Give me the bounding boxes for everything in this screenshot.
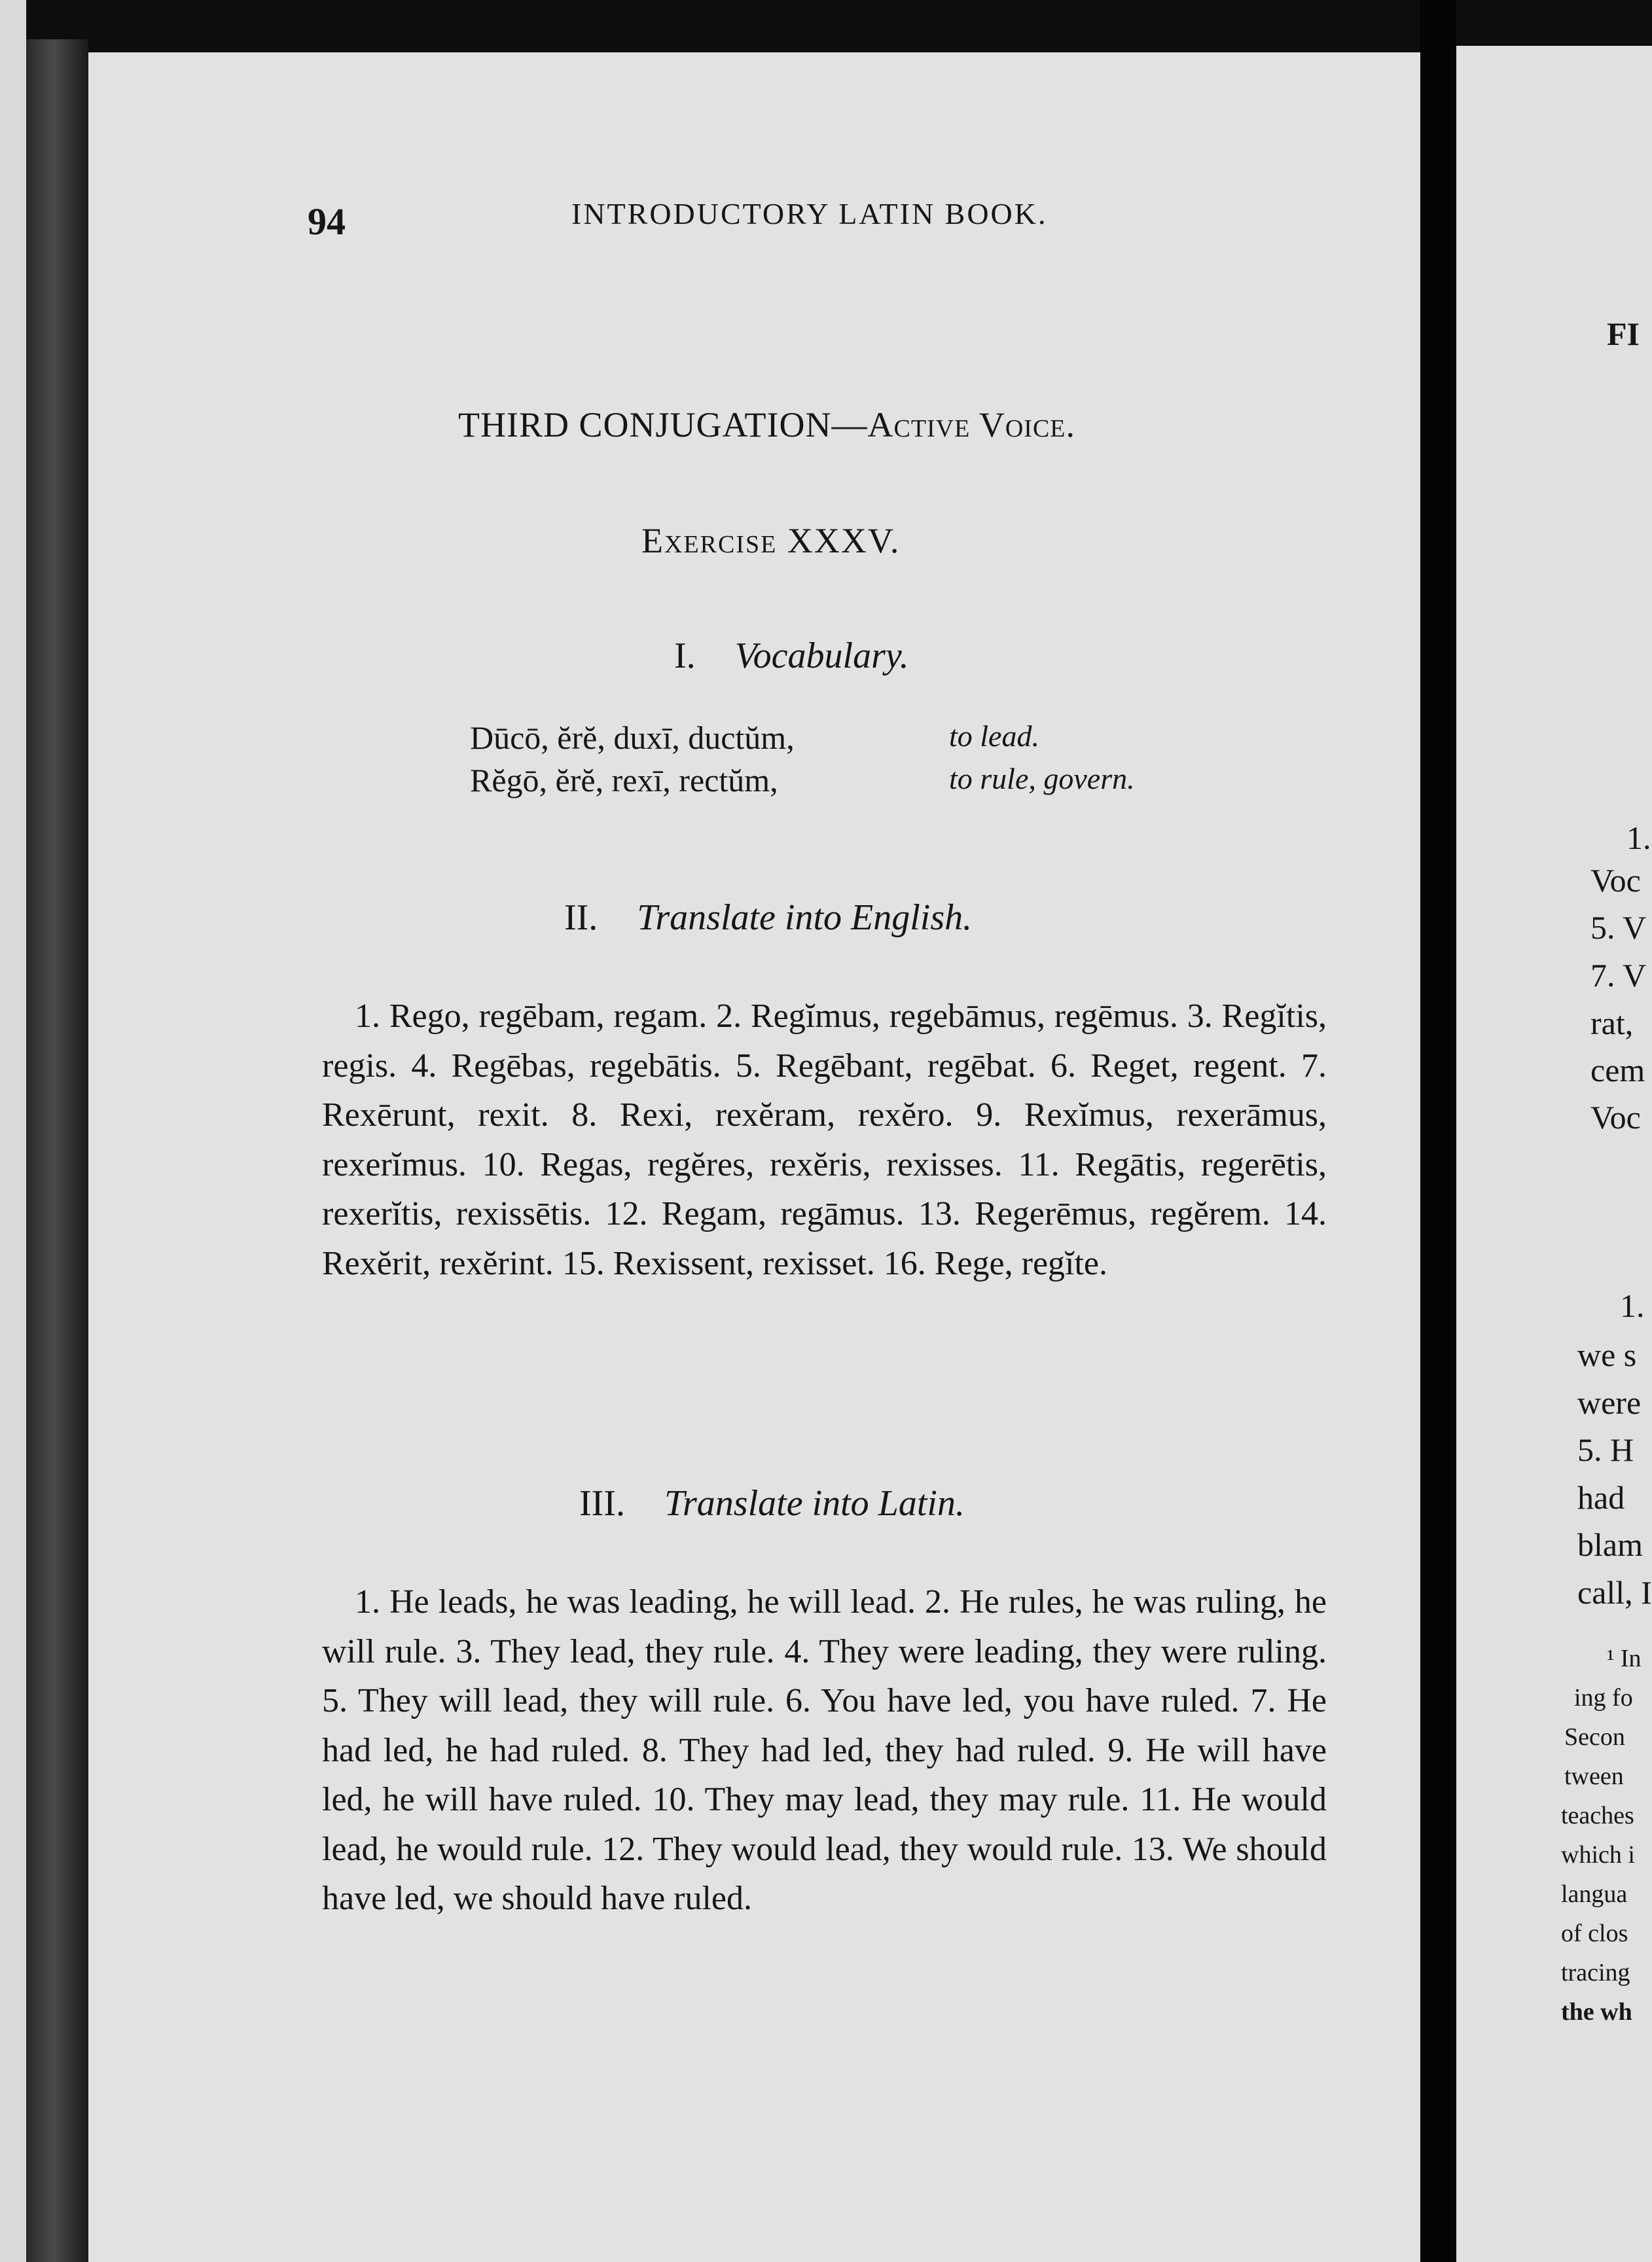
facing-fragment: of clos [1561, 1920, 1628, 1947]
vocabulary-heading [674, 635, 909, 677]
facing-fragment: we s [1577, 1337, 1637, 1373]
vocab-latin-rego: Rĕgō, ĕrĕ, rexī, rectŭm, [470, 762, 778, 799]
facing-fragment: 5. V [1590, 909, 1647, 946]
page-gutter [1420, 0, 1456, 2262]
translate-latin-numeral: III. [579, 1483, 625, 1524]
facing-fragment: Secon [1564, 1723, 1625, 1751]
translate-english-heading [564, 897, 972, 939]
running-head: INTRODUCTORY LATIN BOOK. [571, 197, 1048, 230]
facing-fragment: cem [1590, 1052, 1645, 1088]
voice-label: Active Voice. [867, 405, 1076, 444]
section-title: THIRD CONJUGATION— [458, 405, 868, 444]
translate-latin-title: Translate into Latin. [664, 1483, 965, 1524]
facing-fragment: were [1577, 1384, 1642, 1421]
facing-fragment: had [1577, 1479, 1625, 1516]
translate-english-exercise: 1. Rego, regēbam, regam. 2. Regĭmus, regebāmus, regēmus. 3. Regĭtis, regis. 4. Regēbas, regebātis. 5. Regēbant, regēbat. 6. Reget, regent. 7. Rexērunt, rexit. 8. Rexi, rexĕram, rexĕro. 9. Rexĭmus, rexerāmus, rexerĭmus. 10. Regas, regĕres, rexĕris, rexisses. 11. Regātis, regerētis, rexerĭtis, rexissētis. 12. Regam, regāmus. 13. Regerēmus, regĕrem. 14. Rexĕrit, rexĕrint. 15. Rexissent, rexisset. 16. Rege, regĭte. [322, 997, 1327, 1282]
facing-fragment: blam [1577, 1526, 1643, 1563]
facing-fragment: 1. [1626, 819, 1651, 856]
vocab-english-duco: to lead. [949, 719, 1039, 753]
facing-fragment: which i [1561, 1841, 1635, 1869]
page-number: 94 [308, 200, 346, 243]
section-heading [458, 404, 1075, 445]
facing-fragment: Voc [1590, 862, 1641, 899]
exercise-title: Exercise XXXV. [641, 521, 901, 560]
translate-latin-heading [579, 1482, 965, 1524]
book-binding [26, 39, 88, 2262]
facing-fragment: call, I [1577, 1574, 1652, 1611]
translate-english-numeral: II. [564, 897, 598, 938]
facing-fragment: 5. H [1577, 1431, 1634, 1468]
facing-fragment: 7. V [1590, 957, 1647, 994]
vocabulary-numeral: I. [674, 636, 696, 676]
facing-fragment: Voc [1590, 1099, 1641, 1136]
facing-fragment: FI [1607, 315, 1640, 352]
facing-fragment: ¹ In [1607, 1645, 1642, 1672]
facing-fragment: langua [1561, 1880, 1628, 1908]
facing-fragment: teaches [1561, 1802, 1634, 1829]
facing-fragment: tracing [1561, 1959, 1630, 1986]
translate-english-title: Translate into English. [637, 897, 973, 938]
vocab-latin-duco: Dūcō, ĕrĕ, duxī, ductŭm, [470, 719, 795, 756]
vocab-english-rego: to rule, govern. [949, 762, 1135, 795]
scan-border [0, 0, 26, 2262]
vocabulary-title: Vocabulary. [734, 636, 909, 676]
facing-fragment: ing fo [1574, 1684, 1633, 1712]
facing-fragment: the wh [1561, 1998, 1632, 2026]
translate-latin-exercise: 1. He leads, he was leading, he will lead. 2. He rules, he was ruling, he will rule. 3. They lead, they rule. 4. They were leading, they were ruling. 5. They will lead, they will rule. 6. You have led, you have ruled. 7. He had led, he had ruled. 8. They had led, they had ruled. 9. He will have led, he will have ruled. 10. They may lead, they may rule. 11. He would lead, he would rule. 12. They would lead, they would rule. 13. We should have led, we should have ruled. [322, 1583, 1327, 1917]
facing-page-edge [1456, 46, 1652, 2262]
facing-fragment: tween [1564, 1763, 1624, 1790]
facing-fragment: 1. [1620, 1287, 1645, 1324]
facing-fragment: rat, [1590, 1005, 1634, 1041]
